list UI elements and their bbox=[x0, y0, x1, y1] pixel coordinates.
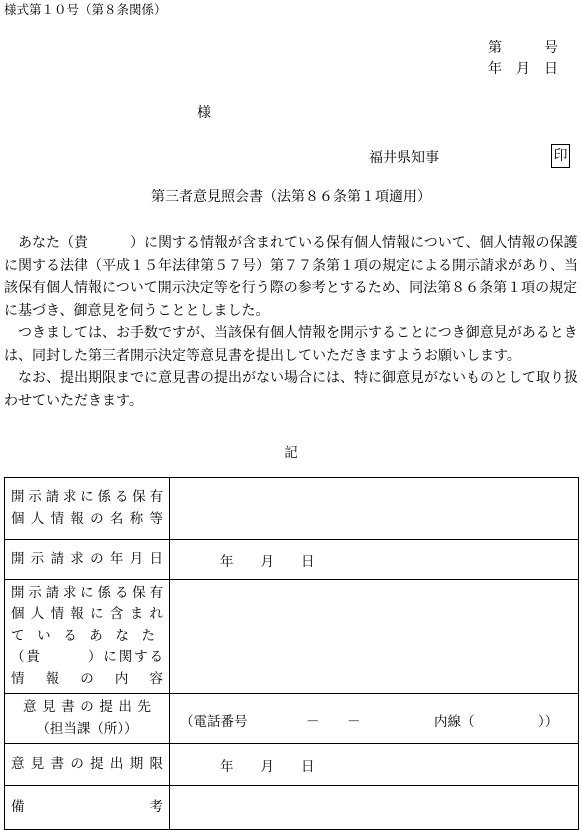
ki-heading: 記 bbox=[284, 445, 298, 461]
sender-name: 福井県知事 bbox=[369, 150, 439, 166]
table-row-submit-to bbox=[5, 694, 579, 744]
value-remarks[interactable] bbox=[170, 786, 579, 830]
body-paragraph-3: なお、提出期限までに意見書の提出がない場合には、特に御意見がないものとして取り扱わせていただきます。 bbox=[4, 370, 578, 409]
label-deadline: 意見書の提出期限 bbox=[5, 744, 170, 786]
value-info-content[interactable] bbox=[170, 580, 579, 694]
label-submit-to: 意見書の提出先 （担当課（所）） bbox=[5, 694, 170, 744]
phone-dash-1: － bbox=[306, 714, 320, 730]
phone-dash-2: － bbox=[347, 714, 361, 730]
extension-label: 内線（ bbox=[434, 714, 475, 730]
body-paragraph-2: つきましては、お手数ですが、当該保有個人情報を開示することにつき御意見があるときは、同封した第三者開示決定等意見書を提出していただきますようお願いします。 bbox=[4, 325, 578, 364]
table-row-record-name bbox=[5, 478, 579, 540]
table-row-deadline bbox=[5, 744, 579, 786]
value-submit-to[interactable] bbox=[170, 694, 579, 744]
table-row-remarks bbox=[5, 786, 579, 830]
label-record-name: 開示請求に係る保有 個人情報の名称等 bbox=[5, 478, 170, 540]
phone-label: （電話番号 bbox=[180, 714, 248, 730]
info-table bbox=[4, 477, 579, 830]
table-row-request-date bbox=[5, 540, 579, 580]
document-date-line: 年 月 日 bbox=[488, 61, 558, 77]
form-number-label: 様式第１０号（第８条関係） bbox=[4, 2, 167, 17]
value-record-name[interactable] bbox=[170, 478, 579, 540]
closing-parens: ）） bbox=[538, 714, 559, 730]
label-request-date: 開示請求の年月日 bbox=[5, 540, 170, 580]
seal-mark: 印 bbox=[551, 144, 570, 168]
addressee-suffix: 様 bbox=[197, 105, 211, 121]
body-paragraph-1: あなた（貴 ）に関する情報が含まれている保有個人情報について、個人情報の保護に関する法律（平成１５年法律第５７号）第７７条第１項の規定による開示請求があり、当該保有個人情報について開示決定等を行う際の参考とするため、同法第８６条第１項の規定に基づき、御意見を伺うこととしました。 bbox=[4, 235, 578, 319]
value-deadline[interactable]: 年 月 日 bbox=[170, 744, 579, 786]
body-text bbox=[4, 232, 579, 412]
label-remarks: 備考 bbox=[5, 786, 170, 830]
table-row-info-content bbox=[5, 580, 579, 694]
document-number-line: 第 号 bbox=[488, 40, 558, 56]
value-request-date[interactable]: 年 月 日 bbox=[170, 540, 579, 580]
document-title: 第三者意見照会書（法第８６条第１項適用） bbox=[151, 189, 431, 205]
label-info-content: 開示請求に係る保有 個人情報に含まれ ているあなた （貴 ）に関する 情報の内容 bbox=[5, 580, 170, 694]
